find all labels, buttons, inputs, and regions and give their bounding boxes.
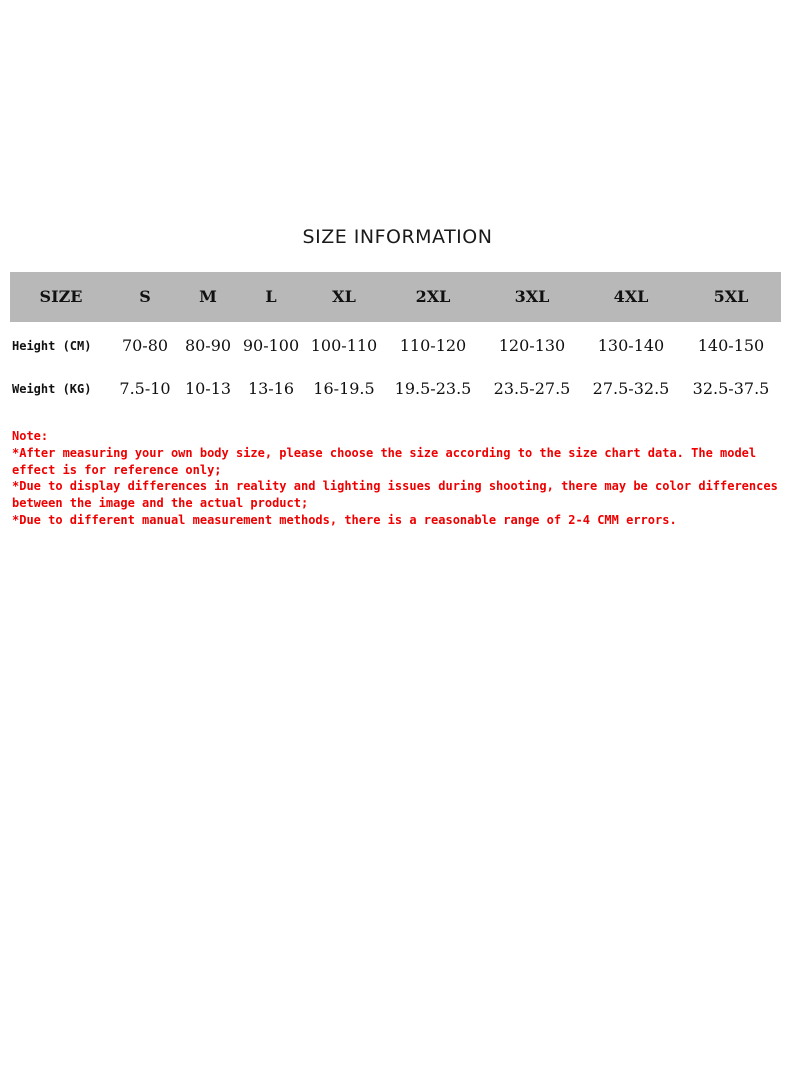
header-cell-l: L (265, 287, 277, 306)
table-cell: 32.5-37.5 (692, 379, 770, 398)
header-cell-s: S (139, 287, 151, 306)
row-label-height: Height (CM) (12, 339, 92, 353)
table-cell: 110-120 (399, 336, 467, 355)
header-cell-m: M (199, 287, 217, 306)
note-line: effect is for reference only; (12, 462, 222, 477)
header-cell-3xl: 3XL (514, 287, 550, 306)
table-cell: 70-80 (121, 336, 169, 355)
header-cell-4xl: 4XL (613, 287, 649, 306)
notes-block (12, 428, 782, 529)
header-cell-2xl: 2XL (415, 287, 451, 306)
table-header-row (0, 282, 795, 312)
table-cell: 90-100 (242, 336, 300, 355)
table-cell: 120-130 (498, 336, 566, 355)
note-line: between the image and the actual product; (12, 496, 309, 511)
table-row-height (0, 331, 795, 361)
table-cell: 140-150 (697, 336, 765, 355)
table-cell: 13-16 (247, 379, 295, 398)
table-cell: 27.5-32.5 (592, 379, 670, 398)
table-cell: 16-19.5 (313, 379, 375, 398)
header-cell-size: SIZE (39, 287, 83, 306)
note-line: *After measuring your own body size, please choose the size according to the size chart data. The model (12, 445, 757, 460)
page-title: SIZE INFORMATION (302, 226, 493, 248)
row-label-weight: Weight (KG) (12, 382, 92, 396)
table-cell: 130-140 (597, 336, 665, 355)
table-cell: 19.5-23.5 (394, 379, 472, 398)
header-cell-5xl: 5XL (713, 287, 749, 306)
header-cell-xl: XL (332, 287, 356, 306)
table-cell: 100-110 (310, 336, 378, 355)
table-row-weight (0, 374, 795, 404)
note-line: *Due to different manual measurement methods, there is a reasonable range of 2-4 CMM errors. (12, 512, 677, 527)
table-cell: 10-13 (184, 379, 232, 398)
table-cell: 23.5-27.5 (493, 379, 571, 398)
table-cell: 80-90 (184, 336, 232, 355)
note-line: *Due to display differences in reality and lighting issues during shooting, there may be color differences (12, 479, 778, 494)
notes-heading: Note: (12, 429, 49, 443)
table-cell: 7.5-10 (119, 379, 171, 398)
